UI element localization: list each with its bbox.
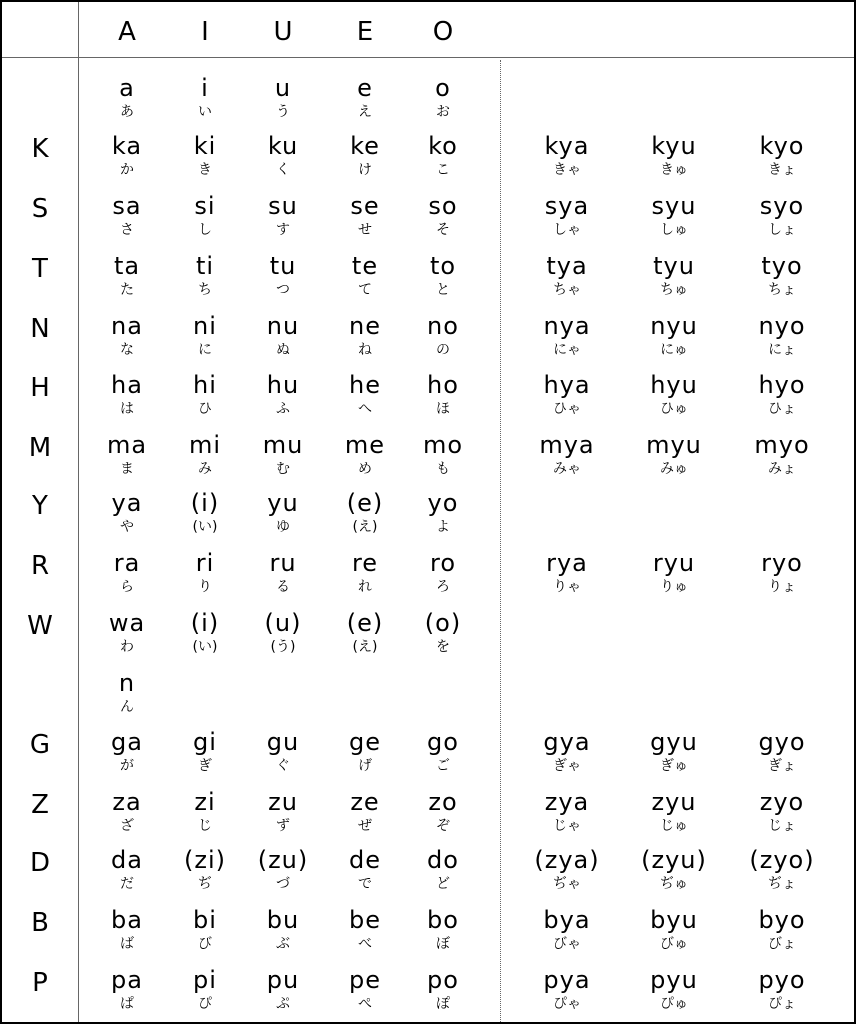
combo-cell [732,313,832,360]
romaji: (e) [346,489,384,517]
romaji: ha [111,371,143,399]
romaji: ra [113,549,141,577]
hiragana: お [436,104,450,120]
kana-cell [393,847,493,894]
romaji: bo [427,906,459,934]
hiragana: (え) [352,639,378,655]
vowel-header-u: U [273,17,293,47]
romaji: ryu [652,549,696,577]
hiragana: りゅ [660,579,688,595]
combo-cell [624,133,724,180]
hiragana: こ [436,162,450,178]
kana-cell [393,193,493,240]
hiragana: て [358,282,372,298]
romaji: kyo [759,132,805,160]
hiragana: びゃ [553,936,581,952]
romaji: (i) [190,609,220,637]
romaji: ryo [761,549,803,577]
romaji: (i) [190,489,220,517]
combo-cell [624,847,724,894]
romaji: tyo [761,252,803,280]
combo-cell [517,253,617,300]
hiragana: う [276,104,290,120]
romaji: zo [428,788,458,816]
hiragana: べ [358,936,372,952]
hiragana: ち [198,282,212,298]
combo-cell [732,789,832,836]
romaji: be [349,906,381,934]
kana-cell [393,789,493,836]
kana-cell [393,253,493,300]
kana-cell [393,432,493,479]
hiragana: じょ [768,818,796,834]
romaji: pyo [758,966,806,994]
romaji: bya [543,906,591,934]
hiragana: ぴゅ [660,996,688,1012]
combo-cell [732,372,832,419]
romaji: syo [759,192,805,220]
kana-cell [393,372,493,419]
hiragana: しゃ [553,222,581,238]
romaji: rya [546,549,588,577]
combo-cell [732,729,832,776]
romaji: pa [111,966,143,994]
hiragana: げ [358,758,372,774]
hiragana: だ [120,876,134,892]
hiragana: ど [436,876,450,892]
hiragana: ろ [436,579,450,595]
combo-cell [732,847,832,894]
romaji: go [427,728,459,756]
romaji: syu [651,192,697,220]
hiragana: びょ [768,936,796,952]
hiragana: ぎ [198,758,212,774]
romaji: n [118,669,136,697]
romaji: mya [539,431,595,459]
hiragana: か [120,162,134,178]
hiragana: え [358,104,372,120]
romaji: ru [269,549,297,577]
hiragana: しょ [768,222,796,238]
hiragana: け [358,162,372,178]
romaji: sya [544,192,590,220]
combo-cell [517,432,617,479]
hiragana: ちょ [768,282,796,298]
consonant-label-b: B [31,908,49,938]
romaji: ti [195,252,215,280]
hiragana: にゅ [660,342,688,358]
hiragana: ぶ [276,936,290,952]
romaji: kyu [651,132,697,160]
hiragana: は [120,401,134,417]
romaji: ka [111,132,143,160]
romaji: (zyu) [641,846,707,874]
hiragana: ぜ [358,818,372,834]
romaji: i [201,74,209,102]
hiragana: び [198,936,212,952]
romaji: ta [113,252,141,280]
combo-cell [624,550,724,597]
combo-cell [624,372,724,419]
hiragana: ぼ [436,936,450,952]
romaji: hya [543,371,591,399]
romaji: (e) [346,609,384,637]
romaji: ri [195,549,215,577]
romaji: ki [193,132,217,160]
romaji: ze [350,788,380,816]
hiragana: きゅ [660,162,688,178]
romaji: gya [543,728,591,756]
hiragana: め [358,461,372,477]
romaji: hyo [758,371,806,399]
hiragana: が [120,758,134,774]
hiragana: で [358,876,372,892]
romaji: (zi) [184,846,226,874]
hiragana: ず [276,818,290,834]
consonant-label-w: W [27,611,53,641]
hiragana: む [276,461,290,477]
romaji: wa [108,609,146,637]
kana-cell [393,729,493,776]
consonant-label-y: Y [32,491,48,521]
combo-cell [517,133,617,180]
romaji: mi [188,431,222,459]
hiragana: ぐ [276,758,290,774]
romaji: pyu [650,966,698,994]
romaji: nyu [650,312,698,340]
hiragana: ば [120,936,134,952]
romaji: do [427,846,459,874]
hiragana: びゅ [660,936,688,952]
combo-cell [732,550,832,597]
romaji: bi [193,906,217,934]
hiragana: ひゅ [660,401,688,417]
romaji: bu [266,906,300,934]
romaji: myo [754,431,810,459]
hiragana: ま [120,461,134,477]
hiragana: きゃ [553,162,581,178]
hiragana: く [276,162,290,178]
hiragana: づ [276,876,290,892]
hiragana: い [198,104,212,120]
combo-section-divider [500,60,501,1022]
romaji: (zya) [534,846,600,874]
romaji: no [427,312,459,340]
combo-cell [624,313,724,360]
consonant-label-p: P [32,968,48,998]
kana-cell [77,670,177,717]
romaji: myu [646,431,702,459]
hiragana: に [198,342,212,358]
consonant-label-m: M [28,433,52,463]
romaji: yu [267,489,299,517]
hiragana: さ [120,222,134,238]
romaji: ba [111,906,143,934]
combo-cell [624,729,724,776]
combo-cell [517,729,617,776]
romaji: ke [350,132,380,160]
vowel-header-e: E [356,17,374,47]
combo-cell [517,372,617,419]
romaji: nu [266,312,300,340]
romaji: hyu [650,371,698,399]
hiragana: せ [358,222,372,238]
consonant-label-d: D [29,848,51,878]
romaji: e [357,74,373,102]
combo-cell [732,193,832,240]
kana-cell [393,75,493,122]
hiragana: きょ [768,162,796,178]
romaji: mo [422,431,464,459]
hiragana: ら [120,579,134,595]
romaji: zi [194,788,216,816]
hiragana: す [276,222,290,238]
hiragana: へ [358,401,372,417]
hiragana: (い) [192,519,218,535]
romaji: kya [544,132,590,160]
consonant-label-n: N [30,314,50,344]
header-row-divider [2,57,854,58]
romaji: de [349,846,381,874]
romaji: za [112,788,142,816]
kana-cell [393,490,493,537]
hiragana: を [436,639,450,655]
hiragana: じゅ [660,818,688,834]
hiragana: にゃ [553,342,581,358]
romaji: sa [112,192,142,220]
romaji: tu [269,252,297,280]
hiragana: みょ [768,461,796,477]
hiragana: ひょ [768,401,796,417]
romaji: ne [349,312,381,340]
hiragana: そ [436,222,450,238]
hiragana: み [198,461,212,477]
hiragana: つ [276,282,290,298]
hiragana: ゆ [276,519,290,535]
combo-cell [517,193,617,240]
hiragana: ぎょ [768,758,796,774]
kana-cell [393,907,493,954]
hiragana: た [120,282,134,298]
hiragana: みゃ [553,461,581,477]
hiragana: し [198,222,212,238]
consonant-label-s: S [31,194,49,224]
consonant-label-r: R [30,551,50,581]
hiragana: ぬ [276,342,290,358]
hiragana: ぽ [436,996,450,1012]
romaji: tyu [653,252,695,280]
romaji: ga [111,728,143,756]
hiragana: も [436,461,450,477]
romaji: (u) [264,609,302,637]
kana-cell [393,133,493,180]
romaji: hu [266,371,300,399]
consonant-label-k: K [31,134,49,164]
hiragana: ぷ [276,996,290,1012]
combo-cell [517,967,617,1014]
romaji: ni [193,312,217,340]
combo-cell [624,967,724,1014]
combo-cell [517,789,617,836]
combo-cell [624,432,724,479]
kana-cell [393,967,493,1014]
romaji: byu [650,906,698,934]
combo-cell [732,432,832,479]
romaji: si [194,192,216,220]
hiragana: ね [358,342,372,358]
hiragana: りゃ [553,579,581,595]
combo-cell [517,313,617,360]
hiragana: ぴ [198,996,212,1012]
hiragana: しゅ [660,222,688,238]
hiragana: ん [120,699,134,715]
hiragana: あ [120,104,134,120]
hiragana: ぴょ [768,996,796,1012]
hiragana: りょ [768,579,796,595]
hiragana: ぎゃ [553,758,581,774]
romaji: he [349,371,381,399]
hiragana: な [120,342,134,358]
hiragana: き [198,162,212,178]
hiragana: ほ [436,401,450,417]
romaji: nya [543,312,591,340]
hiragana: と [436,282,450,298]
romaji: ku [267,132,299,160]
romaji: po [427,966,459,994]
romaji: ya [111,489,143,517]
romaji: (zyo) [749,846,815,874]
hiragana: り [198,579,212,595]
romaji: gi [193,728,217,756]
combo-cell [732,967,832,1014]
romaji: ge [349,728,381,756]
hiragana: ぎゅ [660,758,688,774]
hiragana: ぱ [120,996,134,1012]
hiragana: ぢ [198,876,212,892]
consonant-label-z: Z [31,790,49,820]
romaji: hi [193,371,217,399]
romaji: zyu [651,788,697,816]
romaji: nyo [758,312,806,340]
hiragana: みゅ [660,461,688,477]
hiragana: じ [198,818,212,834]
romaji: ro [429,549,457,577]
romaji: na [111,312,143,340]
hiragana: ふ [276,401,290,417]
romaji: u [274,74,292,102]
romaji: a [119,74,135,102]
hiragana: る [276,579,290,595]
combo-cell [732,253,832,300]
romaji: pya [543,966,591,994]
hiragana: ちゃ [553,282,581,298]
combo-cell [624,907,724,954]
romaji: gyo [758,728,806,756]
romaji: me [344,431,386,459]
hiragana: ぴゃ [553,996,581,1012]
romaji: mu [262,431,304,459]
hiragana: わ [120,639,134,655]
romaji: gu [266,728,300,756]
romaji: ko [428,132,458,160]
combo-cell [517,847,617,894]
combo-cell [517,907,617,954]
romaji: ho [427,371,459,399]
combo-cell [624,789,724,836]
hiragana: ちゅ [660,282,688,298]
vowel-header-a: A [118,17,136,47]
romaji: pe [349,966,381,994]
romaji: pi [193,966,217,994]
hiragana: ぺ [358,996,372,1012]
romaji: tya [546,252,588,280]
romaji: pu [266,966,300,994]
romaji: se [350,192,380,220]
romaji: gyu [650,728,698,756]
romaji: zya [544,788,590,816]
romaji: byo [758,906,806,934]
combo-cell [732,133,832,180]
romaji: su [268,192,298,220]
hiragana: ひ [198,401,212,417]
romaji: ma [106,431,148,459]
hiragana: にょ [768,342,796,358]
romaji: so [428,192,458,220]
consonant-label-h: H [30,373,50,403]
combo-cell [517,550,617,597]
romaji: (zu) [257,846,309,874]
hiragana: じゃ [553,818,581,834]
romaji: to [429,252,457,280]
consonant-label-g: G [29,730,51,760]
kana-cell [393,610,493,657]
romaji: yo [427,489,459,517]
hiragana: ひゃ [553,401,581,417]
romaji: da [111,846,143,874]
hiragana: (い) [192,639,218,655]
hiragana: (う) [270,639,296,655]
romaji: re [351,549,379,577]
kana-cell [393,550,493,597]
romaji: zyo [759,788,805,816]
romaji: (o) [424,609,462,637]
hiragana: ざ [120,818,134,834]
combo-cell [624,193,724,240]
vowel-header-o: O [432,17,454,47]
consonant-label-t: T [32,254,48,284]
romaji: zu [268,788,298,816]
hiragana: や [120,519,134,535]
hiragana: ご [436,758,450,774]
hiragana: ぢゅ [660,876,688,892]
romaji: o [435,74,451,102]
hiragana: ぢゃ [553,876,581,892]
hiragana: れ [358,579,372,595]
romaji: te [351,252,379,280]
hiragana: (え) [352,519,378,535]
hiragana: よ [436,519,450,535]
hiragana: ぢょ [768,876,796,892]
hiragana: ぞ [436,818,450,834]
vowel-header-i: I [201,17,209,47]
combo-cell [732,907,832,954]
hiragana: の [436,342,450,358]
combo-cell [624,253,724,300]
kana-cell [393,313,493,360]
